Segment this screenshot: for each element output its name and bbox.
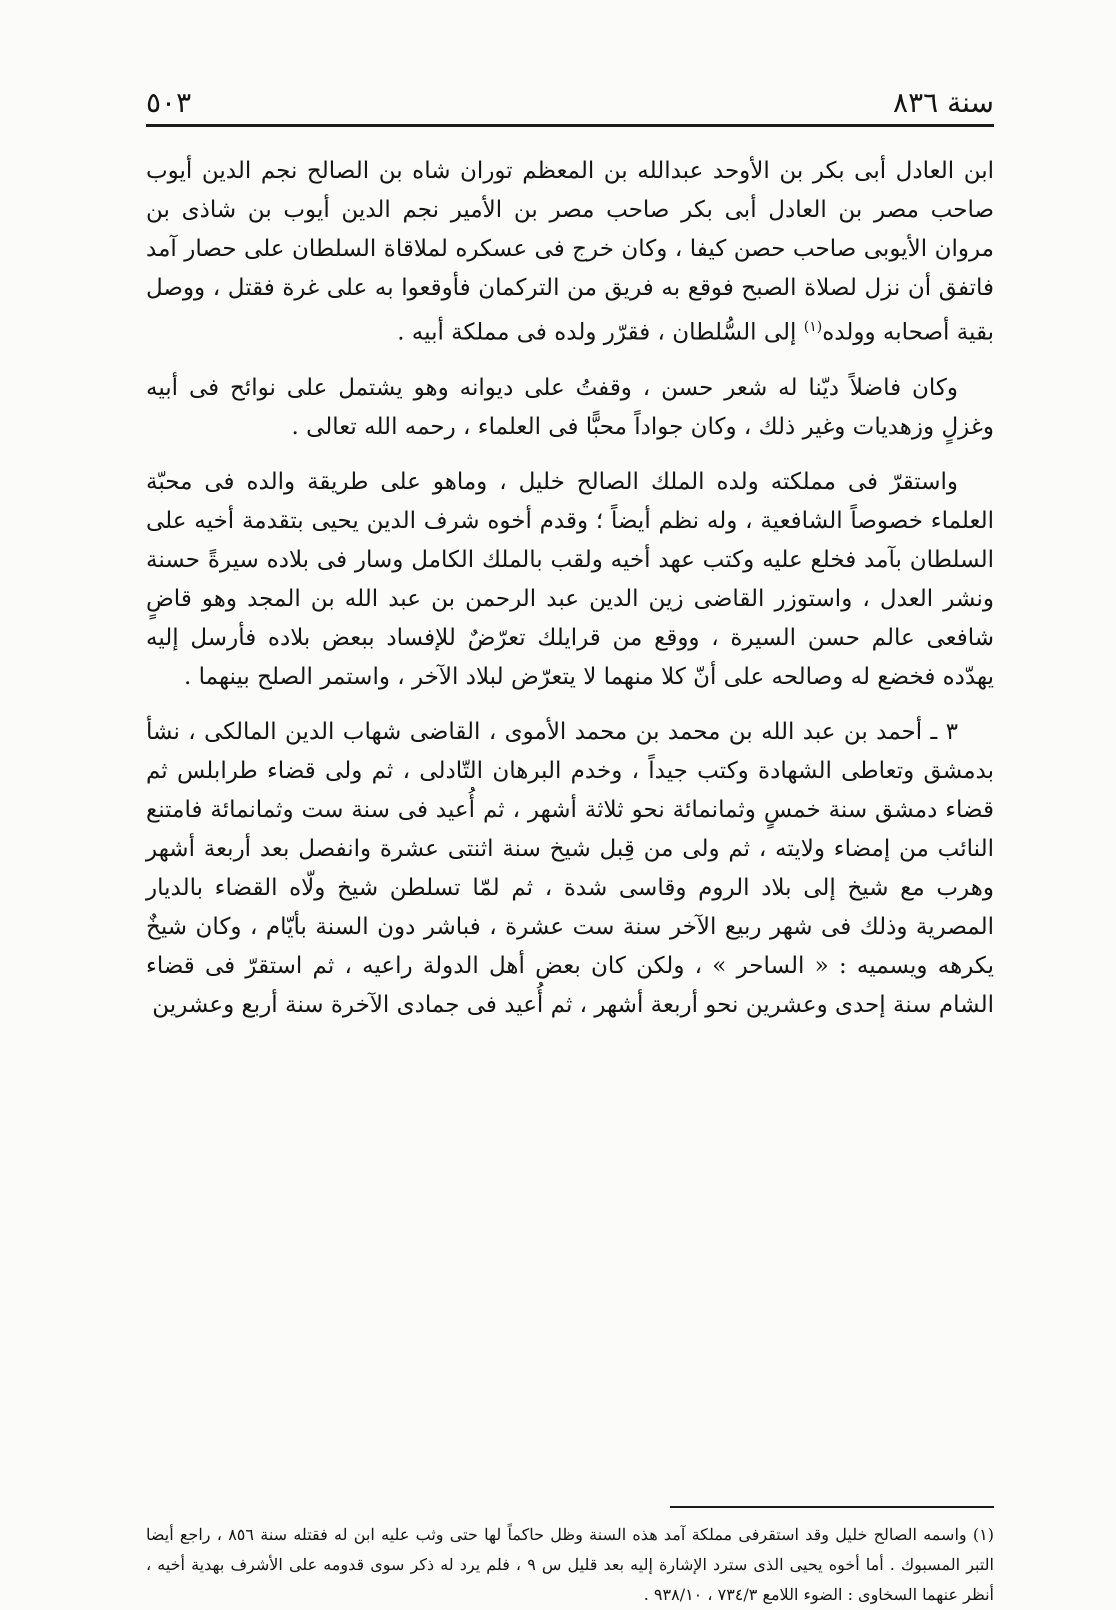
- paragraph-4: ٣ ـ أحمد بن عبد الله بن محمد بن محمد الأموى ، القاضى شهاب الدين المالكى ، نشأ بدمشق وتعاطى الشهادة وكتب جيداً ، وخدم البرهان التّادلى ، ثم ولى قضاء طرابلس ثم قضاء دمشق سنة خمسٍ وثمانمائة نحو ثلاثة أشهر ، ثم أُعيد فى سنة ست وثمانمائة فامتنع النائب من إمضاء ولايته ، ثم ولى من قِبل شيخ سنة اثنتى عشرة وانفصل بعد أربعة أشهر وهرب مع شيخ إلى بلاد الروم وقاسى شدة ، ثم لمّا تسلطن شيخ ولّاه القضاء بالديار المصرية وذلك فى شهر ربيع الآخر سنة ست عشرة ، فباشر دون السنة بأيّام ، وكان شيخٌ يكرهه ويسميه : « الساحر » ، ولكن كان بعض أهل الدولة راعيه ، ثم استقرّ فى قضاء الشام سنة إحدى وعشرين نحو أربعة أشهر ، ثم أُعيد فى جمادى الآخرة سنة أربع وعشرين: [146, 718, 994, 1018]
- page-number: ٥٠٣: [146, 86, 192, 119]
- paragraph-1: [146, 152, 994, 353]
- main-text: [146, 152, 994, 1041]
- footnote-text: (١) واسمه الصالح خليل وقد استقرفى مملكة آمد هذه السنة وظل حاكماً لها حتى وثب عليه ابن له فقتله سنة ٨٥٦ ، راجع أيضا التبر المسبوك . أما أخوه يحيى الذى سترد الإشارة إليه بعد قليل س ٩ ، فلم يرد له ذكر سوى قدومه على الأشرف بهدية أخيه ، أنظر عنهما السخاوى : الضوء اللامع ٧٣٤/٣ ، ٩٣٨/١٠ .: [146, 1525, 994, 1604]
- paragraph-1-text: ابن العادل أبى بكر بن الأوحد عبدالله بن المعظم توران شاه بن الصالح نجم الدين أيوب صاحب مصر بن العادل أبى بكر صاحب مصر بن الأمير نجم الدين أيوب بن شاذى بن مروان الأيوبى صاحب حصن كيفا ، وكان خرج فى عسكره لملاقاة السلطان على حصار آمد فاتفق أن نزل لصلاة الصبح فوقع به فريق من التركمان فأوقعوا به على غرة فقتل ، ووصل بقية أصحابه وولده: [146, 158, 994, 346]
- paragraph-2: وكان فاضلاً ديّنا له شعر حسن ، وقفتُ على ديوانه وهو يشتمل على نوائح فى أبيه وغزلٍ وزهديات وغير ذلك ، وكان جواداً محبًّا فى العلماء ، رحمه الله تعالى .: [146, 374, 994, 440]
- footnote-reference[interactable]: (١): [803, 319, 823, 335]
- header-rule: [146, 124, 994, 127]
- page-header: [146, 82, 994, 124]
- footnote-rule: [670, 1506, 994, 1508]
- paragraph-3: واستقرّ فى مملكته ولده الملك الصالح خليل ، وماهو على طريقة والده فى محبّة العلماء خصوصاً الشافعية ، وله نظم أيضاً ؛ وقدم أخوه شرف الدين يحيى بتقدمة أخيه على السلطان بآمد فخلع عليه وكتب عهد أخيه ولقب بالملك الكامل وسار فى بلاده سيرةً حسنة ونشر العدل ، واستوزر القاضى زين الدين عبد الرحمن بن عبد الله بن المجد وهو قاضٍ شافعى عالم حسن السيرة ، ووقع من قرايلك تعرّضٌ للإفساد ببعض بلاده فأرسل إليه يهدّده فخضع له وصالحه على أنّ كلا منهما لا يتعرّض لبلاد الآخر ، واستمر الصلح بينهما .: [146, 468, 994, 690]
- paragraph-1-tail: إلى السُّلطان ، فقرّر ولده فى مملكة أبيه .: [397, 319, 797, 346]
- running-title: سنة ٨٣٦: [893, 86, 994, 119]
- footnote: [146, 1520, 994, 1610]
